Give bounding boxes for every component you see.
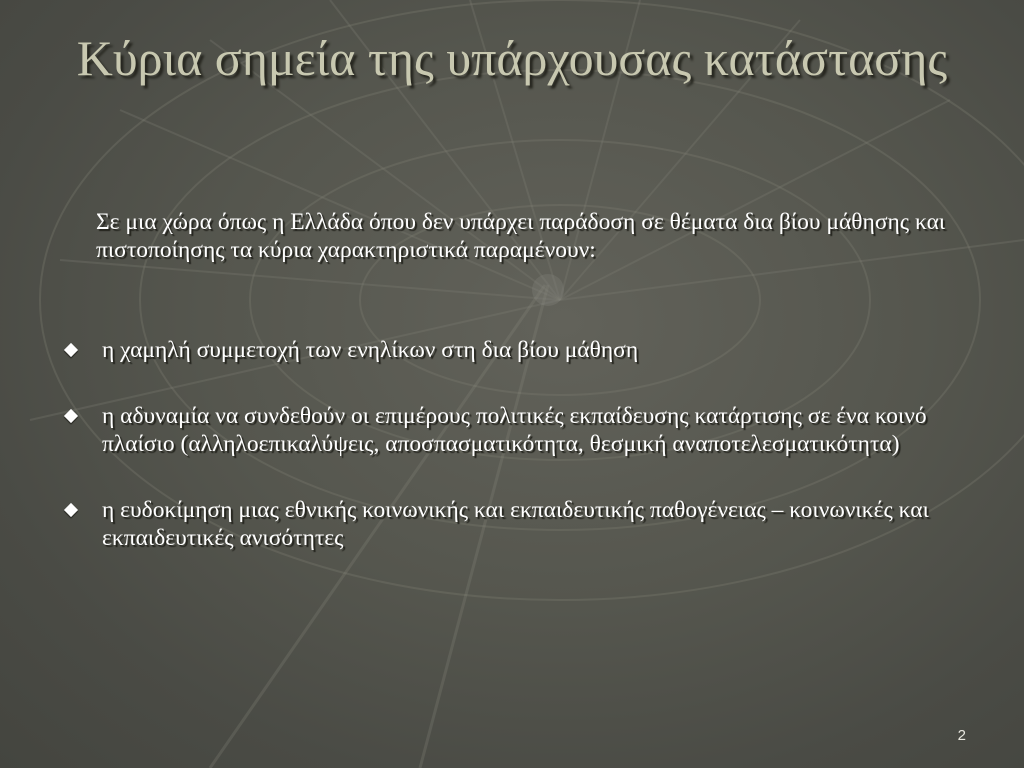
bullet-item — [64, 402, 944, 458]
bullet-list — [64, 336, 944, 552]
diamond-bullet-icon — [64, 409, 78, 423]
bullet-text: η χαμηλή συμμετοχή των ενηλίκων στη δια βίου μάθηση — [102, 337, 639, 363]
bullet-text: η αδυναμία να συνδεθούν οι επιμέρους πολιτικές εκπαίδευσης κατάρτισης σε ένα κοινό πλαίσιο (αλληλοεπικαλύψεις, αποσπασματικότητα, θεσμική αναποτελεσματικότητα) — [102, 403, 927, 457]
bullet-item — [64, 496, 944, 552]
bullet-item — [64, 336, 944, 364]
slide-title: Κύρια σημεία της υπάρχουσας κατάστασης — [76, 30, 948, 86]
diamond-bullet-icon — [64, 503, 78, 517]
diamond-bullet-icon — [64, 343, 78, 357]
intro-paragraph — [96, 208, 976, 264]
intro-text: Σε μια χώρα όπως η Ελλάδα όπου δεν υπάρχει παράδοση σε θέματα δια βίου μάθησης και πιστοποίησης τα κύρια χαρακτηριστικά παραμένουν: — [96, 209, 946, 263]
page-number: 2 — [957, 727, 966, 744]
bullet-text: η ευδοκίμηση μιας εθνικής κοινωνικής και εκπαιδευτικής παθογένειας – κοινωνικές και εκπαιδευτικές ανισότητες — [102, 497, 929, 551]
